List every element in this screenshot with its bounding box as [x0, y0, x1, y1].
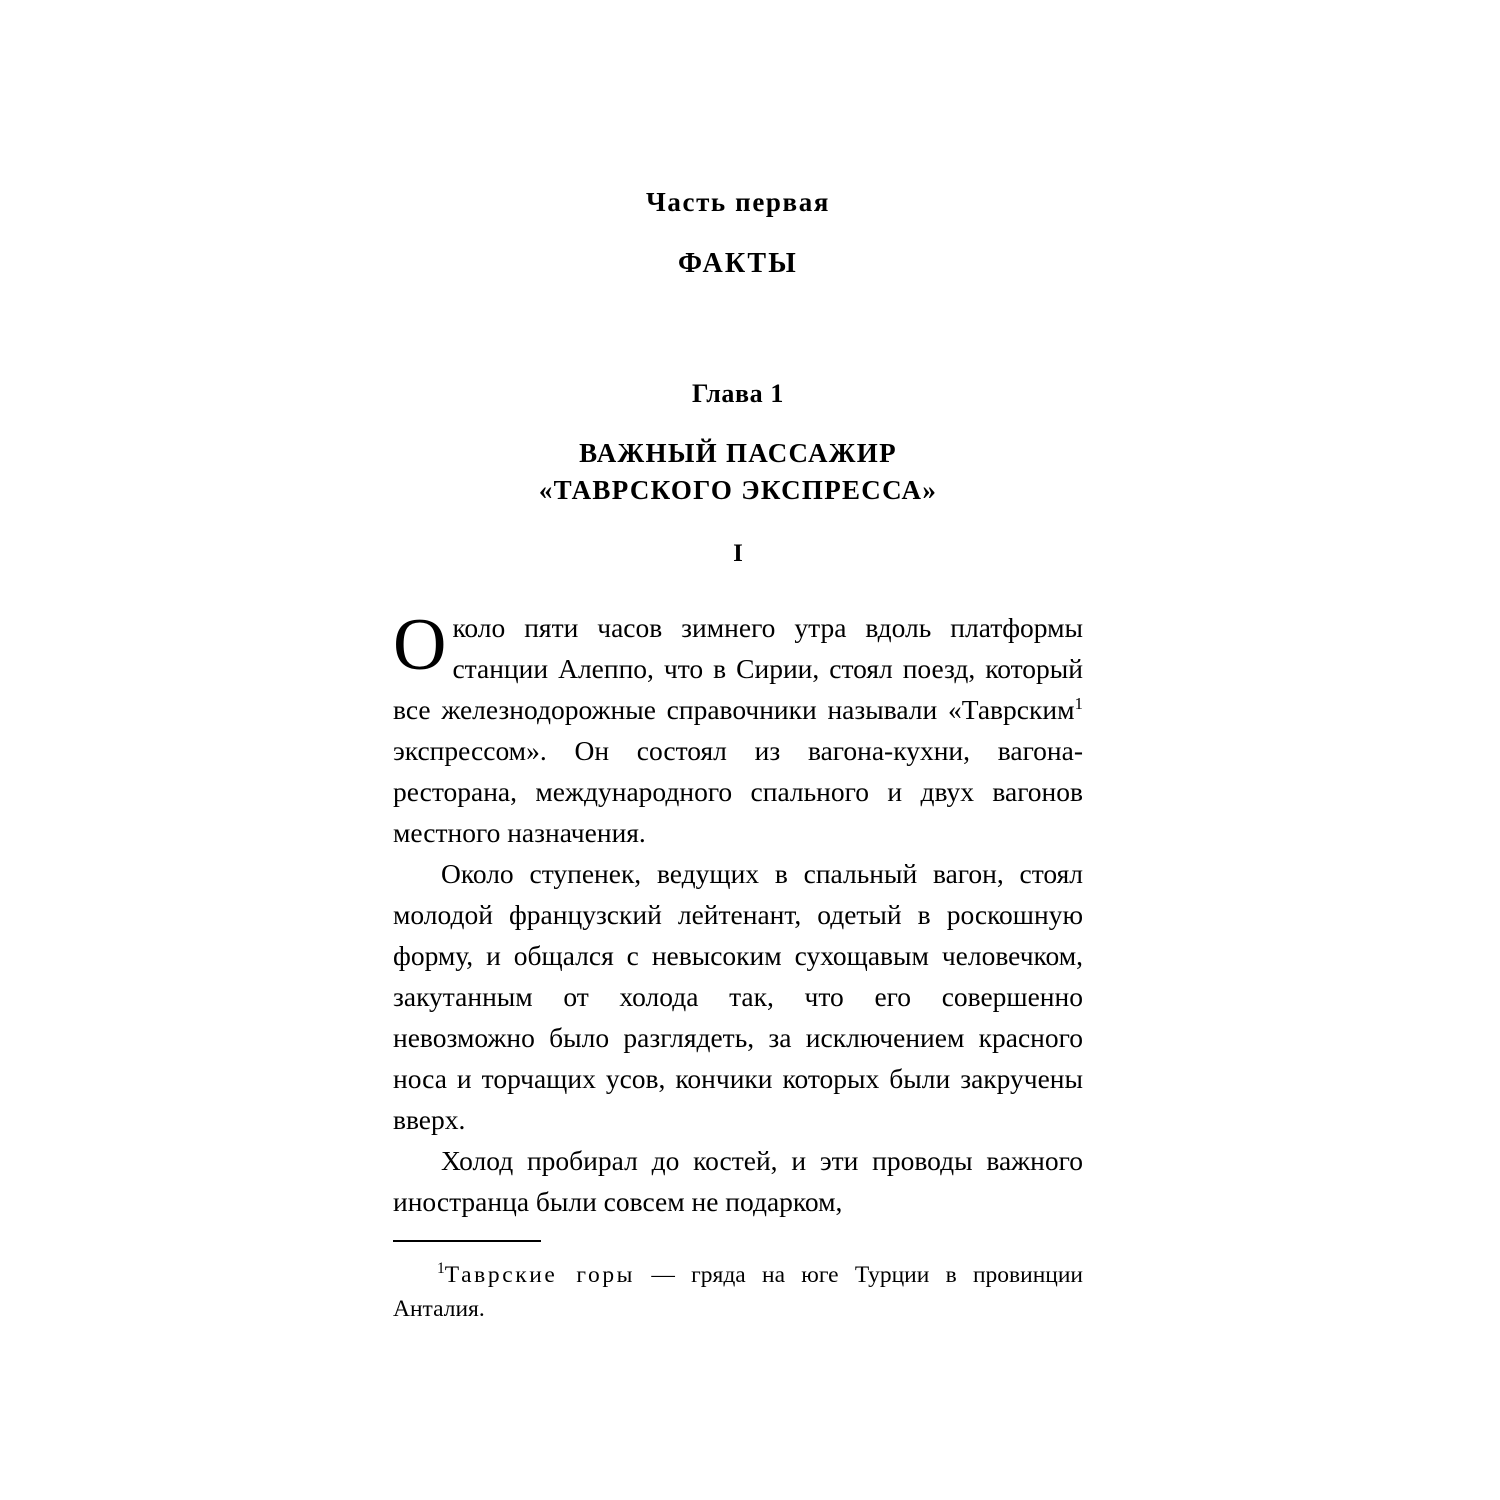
chapter-title — [393, 435, 1083, 509]
part-heading-block — [393, 185, 1083, 281]
paragraph-2: Около ступенек, ведущих в спальный вагон, стоял молодой французский лейтенант, одетый в роскошную форму, и общался с невысоким сухощавым человечком, закутанным от холода так, что его совершенно невозможно было разглядеть, за исключением красного носа и торчащих усов, кончики которых были закручены вверх. — [393, 858, 1083, 1135]
part-label: Часть первая — [645, 187, 831, 217]
paragraph-3: Холод пробирал до костей, и эти проводы важного иностранца были совсем не подарком, — [393, 1145, 1083, 1217]
footnote-area — [393, 1240, 1083, 1326]
paragraph-1 — [393, 604, 1083, 853]
chapter-title-line-2: «ТАВРСКОГО ЭКСПРЕССА» — [538, 475, 938, 505]
footnote-term: Таврские горы — [444, 1262, 636, 1288]
footnote-separator-rule — [393, 1240, 541, 1242]
body-text — [393, 604, 1083, 1222]
paragraph-1-text-before-note: коло пяти часов зимнего утра вдоль платформы станции Алеппо, что в Сирии, стоял поезд, который все железнодорожные справочники называли «Таврским — [393, 612, 1083, 725]
footnote-body: — гряда на юге Турции в провинции Анталия. — [393, 1262, 1084, 1322]
footnote-1 — [393, 1258, 1083, 1326]
footnote-reference-1[interactable]: 1 — [1074, 693, 1083, 713]
section-number: I — [733, 540, 743, 567]
chapter-heading-block — [393, 377, 1083, 570]
chapter-number: Глава 1 — [692, 379, 784, 408]
chapter-title-line-1: ВАЖНЫЙ ПАССАЖИР — [579, 438, 897, 468]
drop-cap: О — [393, 604, 447, 686]
part-title: ФАКТЫ — [678, 248, 798, 279]
paragraph-1-text-after-note: экспрессом». Он состоял из вагона-кухни, вагона-ресторана, международного спального и двух вагонов местного назначения. — [393, 735, 1083, 848]
text-column — [393, 0, 1083, 1222]
footnote-marker: 1 — [437, 1260, 445, 1278]
